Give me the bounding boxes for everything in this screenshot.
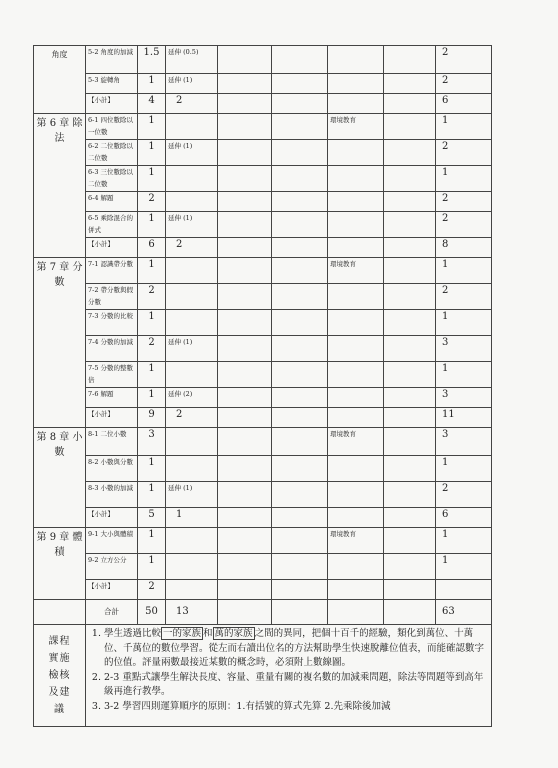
periods-cell: 1 [138, 362, 166, 388]
total-periods-cell: 2 [436, 74, 492, 94]
total-periods-cell: 3 [436, 428, 492, 456]
subtotal-row [34, 94, 492, 114]
chapter-cell: 第 8 章 小數 [34, 428, 86, 528]
total-periods: 50 [138, 600, 166, 625]
periods-cell: 1 [138, 166, 166, 192]
total-periods-cell: 3 [436, 336, 492, 362]
subtotal-row [34, 508, 492, 528]
unit-cell: 8-1 二位小數 [86, 428, 138, 456]
total-periods-cell: 1 [436, 114, 492, 140]
periods-cell: 1.5 [138, 46, 166, 74]
total-periods-cell: 1 [436, 362, 492, 388]
table-row [34, 140, 492, 166]
unit-cell: 6-4 解題 [86, 192, 138, 212]
extension-cell: 1 [166, 508, 218, 528]
unit-cell: 【小計】 [86, 580, 138, 600]
total-periods-cell: 11 [436, 408, 492, 428]
total-periods-cell: 1 [436, 554, 492, 580]
total-periods-cell: 6 [436, 508, 492, 528]
periods-cell: 6 [138, 238, 166, 258]
total-periods-cell: 6 [436, 94, 492, 114]
extension-cell: 延伸 (2) [166, 388, 218, 408]
total-periods-cell: 2 [436, 192, 492, 212]
table-row [34, 554, 492, 580]
chapter-cell: 第 9 章 體積 [34, 528, 86, 600]
total-periods-cell: 1 [436, 528, 492, 554]
table-row [34, 74, 492, 94]
unit-cell: 6-1 四位數除以一位數 [86, 114, 138, 140]
notes-label [34, 625, 86, 727]
periods-cell: 3 [138, 428, 166, 456]
chapter-cell: 第 6 章 除法 [34, 114, 86, 258]
unit-cell: 7-1 認識帶分數 [86, 258, 138, 284]
unit-cell: 5-2 角度的加減 [86, 46, 138, 74]
chapter-cell: 角度 [34, 46, 86, 114]
periods-cell: 9 [138, 408, 166, 428]
unit-cell: 【小計】 [86, 94, 138, 114]
total-periods-cell: 2 [436, 284, 492, 310]
periods-cell: 5 [138, 508, 166, 528]
extension-cell: 2 [166, 94, 218, 114]
unit-cell: 7-4 分數的加減 [86, 336, 138, 362]
table-row [34, 284, 492, 310]
total-periods-cell: 2 [436, 140, 492, 166]
note-item-2: 2. 2-3 重點式讓學生解決長度、容量、重量有關的複名數的加減乘問題，除法等問題等到高年級再進行教學。 [104, 671, 487, 700]
unit-cell: 8-2 小數與分數 [86, 456, 138, 482]
table-row [34, 114, 492, 140]
unit-cell: 【小計】 [86, 408, 138, 428]
total-periods-cell: 2 [436, 46, 492, 74]
periods-cell: 2 [138, 336, 166, 362]
total-row [34, 600, 492, 625]
table-row [34, 192, 492, 212]
total-extension: 13 [166, 600, 218, 625]
subtotal-row [34, 408, 492, 428]
periods-cell: 2 [138, 284, 166, 310]
environment-education-cell: 環境教育 [328, 528, 384, 554]
total-periods-cell: 1 [436, 310, 492, 336]
periods-cell: 1 [138, 482, 166, 508]
extension-cell: 延伸 (1) [166, 74, 218, 94]
chapter-cell: 第 7 章 分數 [34, 258, 86, 428]
boxed-term-1: 一的家族 [163, 628, 202, 639]
unit-cell: 9-2 立方公分 [86, 554, 138, 580]
extension-cell: 延伸 (1) [166, 212, 218, 238]
environment-education-cell: 環境教育 [328, 258, 384, 284]
table-row [34, 258, 492, 284]
total-label: 合計 [86, 600, 138, 625]
periods-cell: 1 [138, 388, 166, 408]
table-row [34, 428, 492, 456]
extension-cell: 延伸 (1) [166, 336, 218, 362]
total-periods-cell: 1 [436, 166, 492, 192]
unit-cell: 6-2 二位數除以二位數 [86, 140, 138, 166]
environment-education-cell: 環境教育 [328, 428, 384, 456]
subtotal-row [34, 580, 492, 600]
environment-education-cell: 環境教育 [328, 114, 384, 140]
periods-cell: 1 [138, 74, 166, 94]
subtotal-row [34, 238, 492, 258]
periods-cell: 1 [138, 212, 166, 238]
unit-cell: 6-5 乘除混合的併式 [86, 212, 138, 238]
notes-label-text: 課程實施檢核及建議 [48, 636, 71, 715]
note-item-1: 1. 學生透過比較 一的家族 和 萬的家族 之間的異同，把個十百千的經驗，類化到萬位、十萬位、千萬位的數位學習。從左而右讀出位名的方法幫助學生快速脫離位值表，而能確認數字的位值。評量兩數最接近某數的概念時，必須附上數線圖。 [104, 627, 487, 671]
table-row [34, 456, 492, 482]
curriculum-table [33, 45, 492, 727]
unit-cell: 【小計】 [86, 508, 138, 528]
periods-cell: 2 [138, 580, 166, 600]
unit-cell: 7-6 解題 [86, 388, 138, 408]
periods-cell: 1 [138, 114, 166, 140]
unit-cell: 7-5 分數的整數倍 [86, 362, 138, 388]
unit-cell: 【小計】 [86, 238, 138, 258]
periods-cell: 1 [138, 310, 166, 336]
unit-cell: 6-3 三位數除以二位數 [86, 166, 138, 192]
table-row [34, 336, 492, 362]
grand-total: 63 [436, 600, 492, 625]
periods-cell: 1 [138, 456, 166, 482]
table-row [34, 362, 492, 388]
total-periods-cell: 2 [436, 482, 492, 508]
extension-cell: 延伸 (1) [166, 140, 218, 166]
extension-cell: 2 [166, 238, 218, 258]
total-periods-cell: 1 [436, 456, 492, 482]
notes-cell [86, 625, 492, 727]
unit-cell: 9-1 大小與體積 [86, 528, 138, 554]
periods-cell: 1 [138, 258, 166, 284]
extension-cell: 延伸 (0.5) [166, 46, 218, 74]
table-row [34, 388, 492, 408]
unit-cell: 5-3 旋轉角 [86, 74, 138, 94]
notes-row [34, 625, 492, 727]
periods-cell: 1 [138, 140, 166, 166]
table-row [34, 166, 492, 192]
unit-cell: 8-3 小數的加減 [86, 482, 138, 508]
extension-cell: 延伸 (1) [166, 482, 218, 508]
boxed-term-2: 萬的家族 [214, 628, 253, 639]
table-row [34, 482, 492, 508]
table-row [34, 212, 492, 238]
table-row [34, 46, 492, 74]
periods-cell: 1 [138, 528, 166, 554]
total-periods-cell: 2 [436, 212, 492, 238]
note-item-3: 3. 3-2 學習四則運算順序的原則：1.有括號的算式先算 2.先乘除後加減 [104, 700, 487, 715]
unit-cell: 7-3 分數的比較 [86, 310, 138, 336]
periods-cell: 2 [138, 192, 166, 212]
table-row [34, 310, 492, 336]
periods-cell: 1 [138, 554, 166, 580]
extension-cell: 2 [166, 408, 218, 428]
total-periods-cell: 3 [436, 388, 492, 408]
table-row [34, 528, 492, 554]
periods-cell: 4 [138, 94, 166, 114]
total-periods-cell: 1 [436, 258, 492, 284]
total-periods-cell: 8 [436, 238, 492, 258]
unit-cell: 7-2 帶分數與假分數 [86, 284, 138, 310]
